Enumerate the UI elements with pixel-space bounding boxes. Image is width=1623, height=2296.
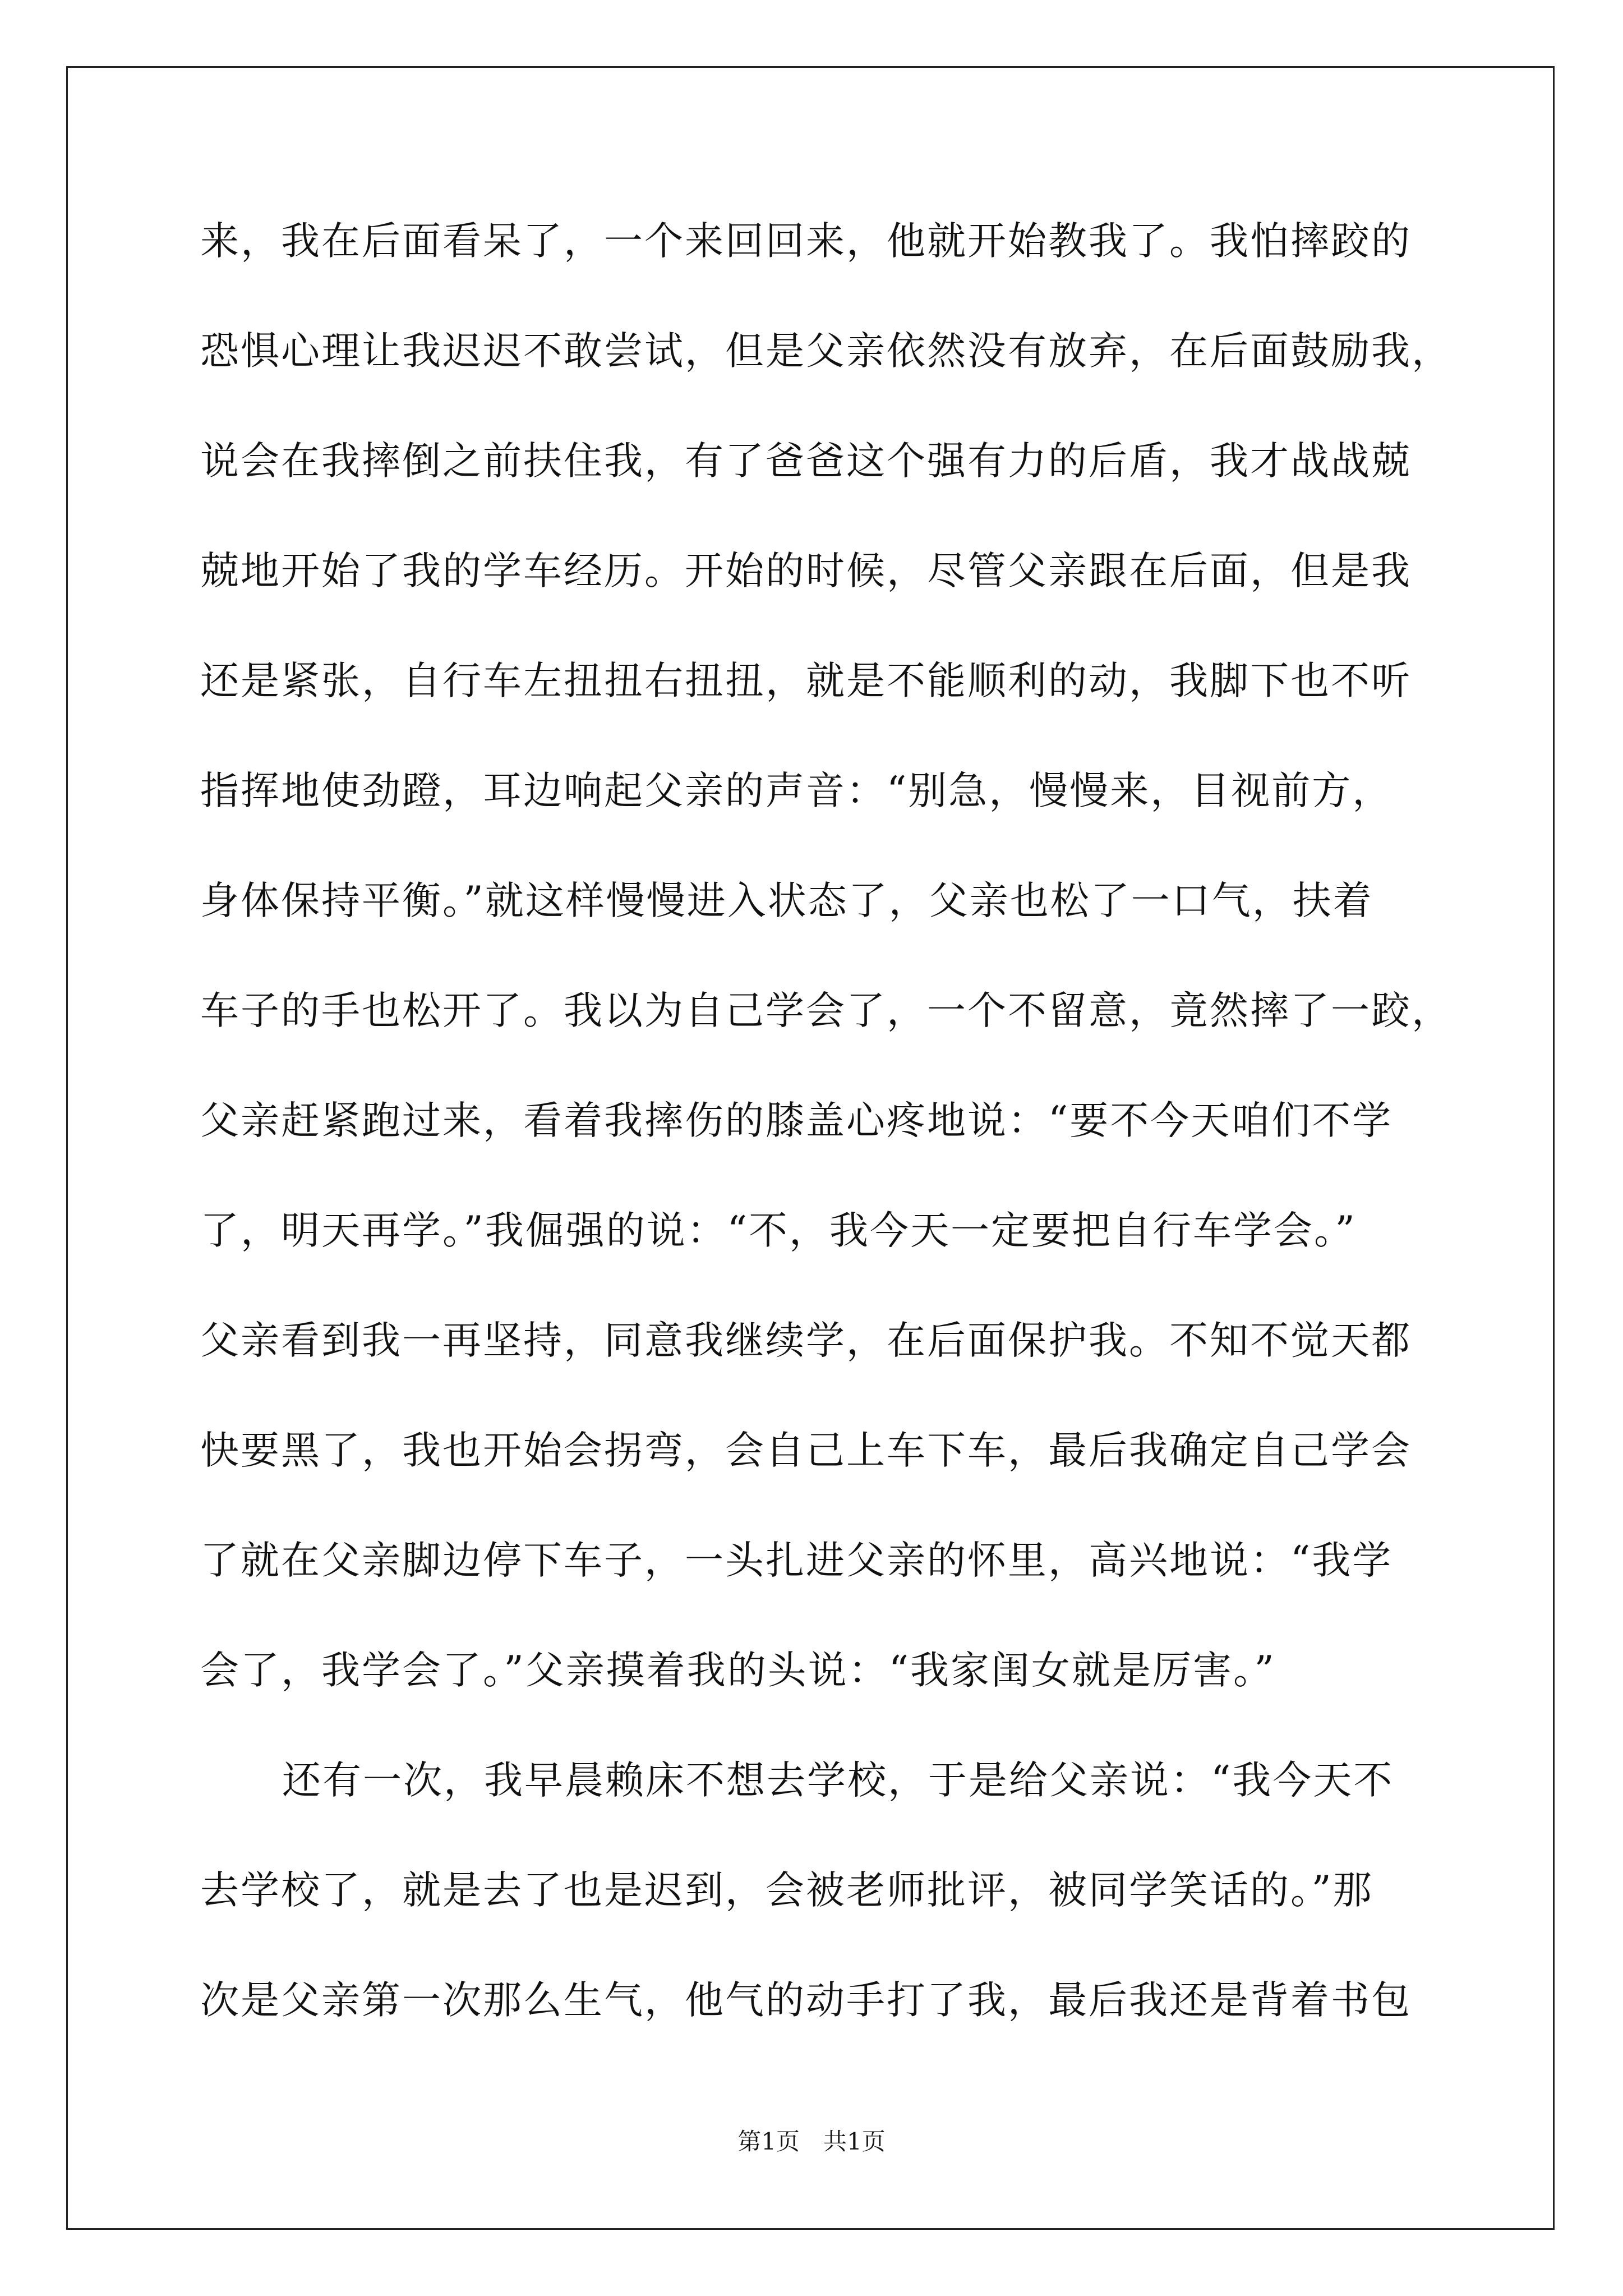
text-line: 会了，我学会了。”父亲摸着我的头说：“我家闺女就是厉害。”	[200, 1648, 1276, 1693]
text-line: 兢地开始了我的学车经历。开始的时候，尽管父亲跟在后面，但是我	[200, 549, 1412, 593]
text-line: 父亲赶紧跑过来，看着我摔伤的膝盖心疼地说：“要不今天咱们不学	[200, 1098, 1393, 1143]
page-footer: 第1页 共1页	[737, 2128, 886, 2155]
text-line: 次是父亲第一次那么生气，他气的动手打了我，最后我还是背着书包	[200, 1978, 1412, 2023]
text-line: 还是紧张，自行车左扭扭右扭扭，就是不能顺利的动，我脚下也不听	[200, 659, 1412, 703]
document-body	[200, 216, 1451, 2085]
text-line: 快要黑了，我也开始会拐弯，会自己上车下车，最后我确定自己学会	[200, 1428, 1412, 1473]
text-line: 说会在我摔倒之前扶住我，有了爸爸这个强有力的后盾，我才战战兢	[200, 439, 1412, 484]
text-line: 来，我在后面看呆了，一个来回回来，他就开始教我了。我怕摔跤的	[200, 219, 1412, 264]
text-line: 身体保持平衡。”就这样慢慢进入状态了，父亲也松了一口气，扶着	[200, 878, 1373, 923]
text-line: 去学校了，就是去了也是迟到，会被老师批评，被同学笑话的。”那	[200, 1868, 1373, 1913]
text-line: 车子的手也松开了。我以为自己学会了，一个不留意，竟然摔了一跤，	[200, 988, 1452, 1033]
text-line: 父亲看到我一再坚持，同意我继续学，在后面保护我。不知不觉天都	[200, 1318, 1412, 1363]
text-line: 恐惧心理让我迟迟不敢尝试，但是父亲依然没有放弃，在后面鼓励我，	[200, 329, 1452, 374]
text-line: 了，明天再学。”我倔强的说：“不，我今天一定要把自行车学会。”	[200, 1208, 1357, 1253]
text-line: 还有一次，我早晨赖床不想去学校，于是给父亲说：“我今天不	[282, 1758, 1394, 1803]
text-line: 指挥地使劲蹬，耳边响起父亲的声音：“别急，慢慢来，目视前方，	[200, 769, 1393, 813]
text-line: 了就在父亲脚边停下车子，一头扎进父亲的怀里，高兴地说：“我学	[200, 1538, 1393, 1583]
